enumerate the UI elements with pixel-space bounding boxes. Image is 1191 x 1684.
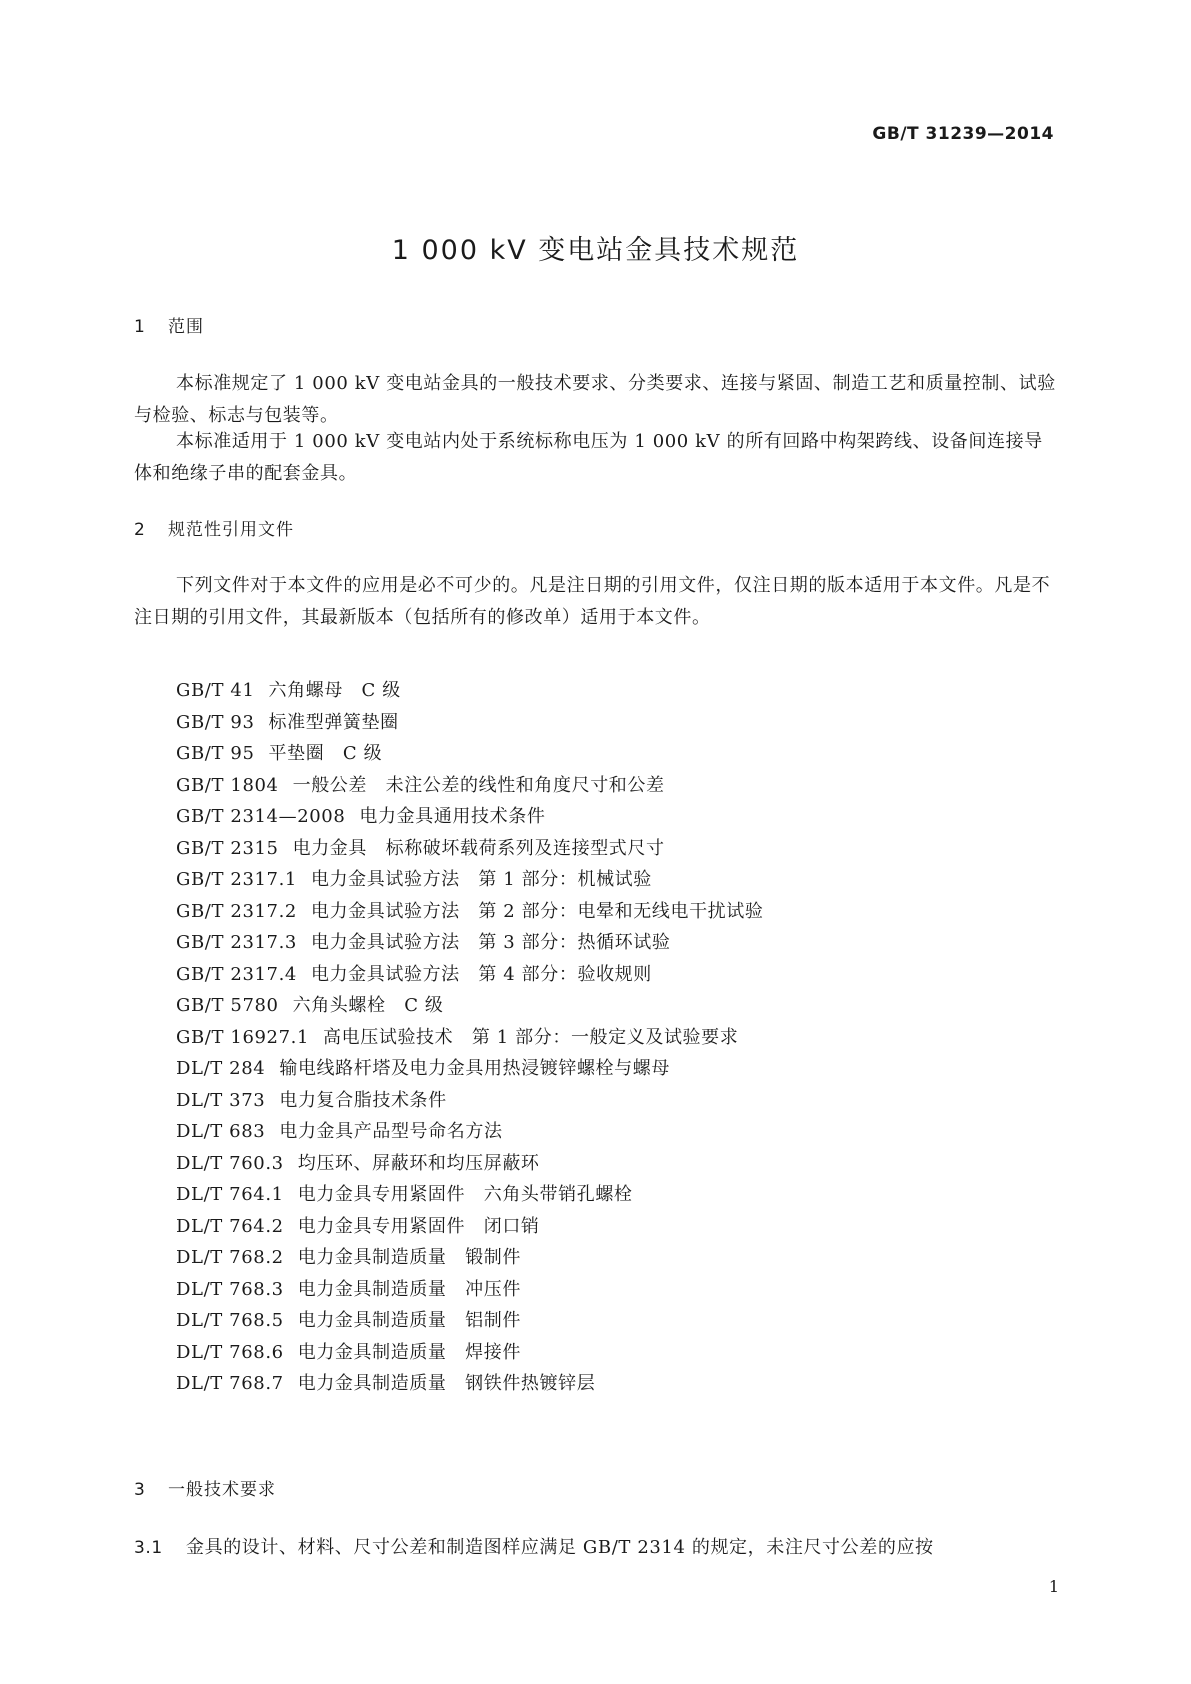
reference-title: 电力金具专用紧固件 六角头带销孔螺栓	[297, 1184, 633, 1205]
reference-item	[176, 1179, 1036, 1211]
reference-code: DL/T 768.6	[176, 1341, 284, 1363]
reference-code: GB/T 2317.2	[176, 900, 297, 922]
reference-title: 标准型弹簧垫圈	[268, 711, 399, 733]
reference-item	[176, 927, 1036, 959]
reference-code: GB/T 2317.3	[176, 932, 297, 953]
reference-item	[176, 1242, 1036, 1274]
paragraph	[134, 368, 1057, 432]
section-number: 1	[134, 317, 146, 337]
clause	[134, 1533, 1057, 1559]
reference-title: 高电压试验技术 第 1 部分：一般定义及试验要求	[323, 1026, 739, 1048]
reference-code: GB/T 1804	[176, 774, 279, 796]
section-heading-1	[134, 312, 204, 337]
reference-title: 六角头螺栓 C 级	[292, 995, 444, 1016]
reference-title: 电力金具试验方法 第 4 部分：验收规则	[310, 963, 652, 985]
reference-code: GB/T 5780	[176, 995, 279, 1016]
reference-title: 均压环、屏蔽环和均压屏蔽环	[297, 1152, 540, 1174]
reference-code: GB/T 2315	[176, 837, 279, 859]
reference-code: DL/T 768.7	[176, 1373, 284, 1394]
clause-number: 3.1	[134, 1538, 163, 1558]
reference-code: DL/T 373	[176, 1089, 266, 1111]
reference-item	[176, 1337, 1036, 1369]
reference-item	[176, 1085, 1036, 1117]
section-number: 2	[134, 520, 146, 540]
reference-title: 电力金具制造质量 焊接件	[297, 1341, 521, 1363]
reference-code: GB/T 2314—2008	[176, 806, 346, 827]
reference-title: 电力金具试验方法 第 1 部分：机械试验	[310, 869, 652, 890]
reference-code: GB/T 95	[176, 743, 255, 764]
reference-code: GB/T 41	[176, 680, 255, 701]
section-title: 一般技术要求	[168, 1480, 276, 1500]
reference-item	[176, 738, 1036, 770]
reference-title: 电力金具试验方法 第 2 部分：电晕和无线电干扰试验	[310, 900, 764, 922]
reference-item	[176, 864, 1036, 896]
section-heading-3	[134, 1475, 276, 1500]
standard-code: GB/T 31239—2014	[872, 124, 1054, 144]
reference-title: 电力金具制造质量 冲压件	[297, 1278, 521, 1300]
reference-item	[176, 959, 1036, 991]
reference-title: 电力复合脂技术条件	[279, 1089, 447, 1111]
reference-code: DL/T 768.3	[176, 1278, 284, 1300]
reference-title: 电力金具试验方法 第 3 部分：热循环试验	[310, 932, 671, 953]
reference-item	[176, 707, 1036, 739]
section-title: 规范性引用文件	[168, 520, 294, 540]
reference-item	[176, 1053, 1036, 1085]
paragraph-text: 本标准规定了 1 000 kV 变电站金具的一般技术要求、分类要求、连接与紧固、制造工艺和质量控制、试验与检验、标志与包装等。	[134, 373, 1056, 426]
reference-title: 六角螺母 C 级	[268, 680, 401, 701]
reference-item	[176, 1274, 1036, 1306]
page-number: 1	[1048, 1577, 1059, 1596]
section-heading-2	[134, 515, 294, 540]
reference-code: DL/T 768.2	[176, 1247, 284, 1268]
reference-code: GB/T 93	[176, 711, 255, 733]
reference-code: DL/T 683	[176, 1121, 266, 1142]
paragraph	[134, 426, 1057, 490]
paragraph	[134, 570, 1057, 634]
reference-code: DL/T 284	[176, 1058, 266, 1079]
reference-title: 输电线路杆塔及电力金具用热浸镀锌螺栓与螺母	[279, 1058, 670, 1079]
reference-item	[176, 1211, 1036, 1243]
reference-title: 平垫圈 C 级	[268, 743, 383, 764]
clause-text: 金具的设计、材料、尺寸公差和制造图样应满足 GB/T 2314 的规定，未注尺寸公差的应按	[186, 1537, 934, 1558]
reference-title: 电力金具制造质量 锻制件	[297, 1247, 521, 1268]
reference-code: DL/T 764.1	[176, 1184, 284, 1205]
reference-title: 电力金具 标称破坏载荷系列及连接型式尺寸	[292, 837, 665, 859]
reference-title: 一般公差 未注公差的线性和角度尺寸和公差	[292, 774, 665, 796]
reference-item	[176, 1022, 1036, 1054]
reference-code: DL/T 764.2	[176, 1215, 284, 1237]
reference-title: 电力金具专用紧固件 闭口销	[297, 1215, 540, 1237]
paragraph-text: 下列文件对于本文件的应用是必不可少的。凡是注日期的引用文件，仅注日期的版本适用于本文件。凡是不注日期的引用文件，其最新版本（包括所有的修改单）适用于本文件。	[134, 575, 1051, 628]
reference-code: DL/T 768.5	[176, 1310, 284, 1331]
document-title: 1 000 kV 变电站金具技术规范	[391, 235, 800, 266]
reference-item	[176, 1116, 1036, 1148]
reference-code: DL/T 760.3	[176, 1152, 284, 1174]
reference-item	[176, 770, 1036, 802]
reference-code: GB/T 16927.1	[176, 1026, 310, 1048]
reference-item	[176, 990, 1036, 1022]
reference-title: 电力金具通用技术条件	[359, 806, 546, 827]
paragraph-text: 本标准适用于 1 000 kV 变电站内处于系统标称电压为 1 000 kV 的所有回路中构架跨线、设备间连接导体和绝缘子串的配套金具。	[134, 431, 1043, 484]
reference-item	[176, 1148, 1036, 1180]
reference-item	[176, 896, 1036, 928]
reference-item	[176, 675, 1036, 707]
section-title: 范围	[168, 317, 204, 337]
reference-item	[176, 1305, 1036, 1337]
reference-list	[176, 675, 1036, 1400]
reference-item	[176, 833, 1036, 865]
reference-title: 电力金具制造质量 钢铁件热镀锌层	[297, 1373, 596, 1394]
reference-title: 电力金具制造质量 铝制件	[297, 1310, 521, 1331]
reference-item	[176, 1368, 1036, 1400]
section-number: 3	[134, 1480, 146, 1500]
reference-item	[176, 801, 1036, 833]
reference-code: GB/T 2317.4	[176, 963, 297, 985]
reference-title: 电力金具产品型号命名方法	[279, 1121, 503, 1142]
reference-code: GB/T 2317.1	[176, 869, 297, 890]
